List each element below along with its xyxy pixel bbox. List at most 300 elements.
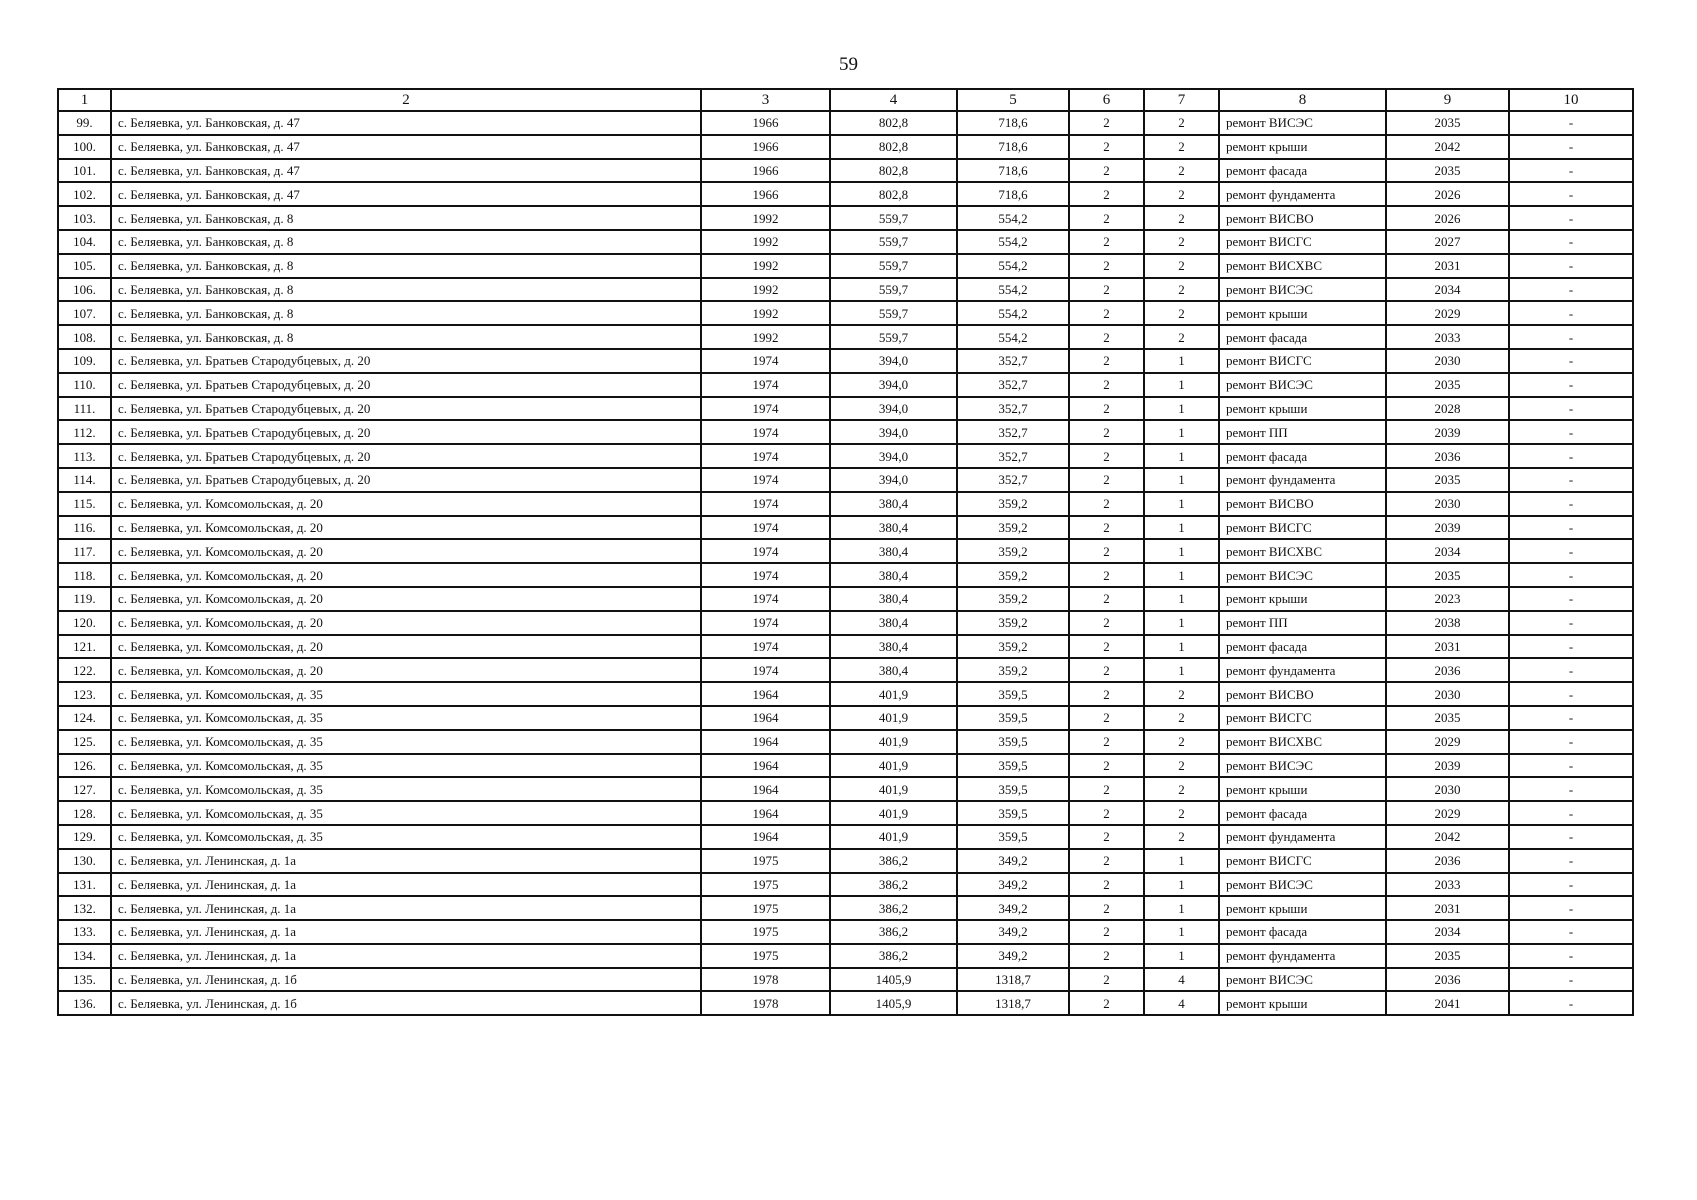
planned-year-cell: 2029 — [1386, 301, 1509, 325]
year-built-cell: 1975 — [701, 944, 830, 968]
row-number-cell: 136. — [58, 991, 111, 1015]
address-cell: с. Беляевка, ул. Банковская, д. 47 — [111, 135, 701, 159]
address-cell: с. Беляевка, ул. Ленинская, д. 1б — [111, 991, 701, 1015]
total-area-cell: 394,0 — [830, 397, 957, 421]
row-number-cell: 99. — [58, 111, 111, 135]
planned-year-cell: 2028 — [1386, 397, 1509, 421]
table-row — [58, 849, 1633, 873]
address-cell: с. Беляевка, ул. Комсомольская, д. 35 — [111, 730, 701, 754]
address-cell: с. Беляевка, ул. Ленинская, д. 1б — [111, 968, 701, 992]
floors-cell: 2 — [1069, 801, 1144, 825]
row-number-cell: 101. — [58, 159, 111, 183]
entrances-cell: 1 — [1144, 896, 1219, 920]
row-number-cell: 111. — [58, 397, 111, 421]
repair-type-cell: ремонт фасада — [1219, 920, 1386, 944]
living-area-cell: 718,6 — [957, 182, 1069, 206]
living-area-cell: 554,2 — [957, 230, 1069, 254]
repair-type-cell: ремонт фасада — [1219, 635, 1386, 659]
note-cell: - — [1509, 254, 1633, 278]
year-built-cell: 1975 — [701, 920, 830, 944]
row-number-cell: 132. — [58, 896, 111, 920]
repair-type-cell: ремонт ВИСЭС — [1219, 278, 1386, 302]
column-header: 2 — [111, 89, 701, 111]
living-area-cell: 359,5 — [957, 730, 1069, 754]
address-cell: с. Беляевка, ул. Комсомольская, д. 20 — [111, 492, 701, 516]
total-area-cell: 401,9 — [830, 825, 957, 849]
table-row — [58, 135, 1633, 159]
entrances-cell: 2 — [1144, 754, 1219, 778]
entrances-cell: 1 — [1144, 397, 1219, 421]
table-row — [58, 254, 1633, 278]
year-built-cell: 1992 — [701, 278, 830, 302]
total-area-cell: 380,4 — [830, 516, 957, 540]
planned-year-cell: 2042 — [1386, 825, 1509, 849]
year-built-cell: 1966 — [701, 182, 830, 206]
year-built-cell: 1978 — [701, 968, 830, 992]
row-number-cell: 117. — [58, 539, 111, 563]
table-row — [58, 492, 1633, 516]
row-number-cell: 134. — [58, 944, 111, 968]
year-built-cell: 1992 — [701, 254, 830, 278]
column-header: 4 — [830, 89, 957, 111]
address-cell: с. Беляевка, ул. Комсомольская, д. 20 — [111, 539, 701, 563]
address-cell: с. Беляевка, ул. Банковская, д. 47 — [111, 182, 701, 206]
year-built-cell: 1964 — [701, 754, 830, 778]
entrances-cell: 1 — [1144, 635, 1219, 659]
floors-cell: 2 — [1069, 754, 1144, 778]
header-row — [58, 89, 1633, 111]
table-row — [58, 349, 1633, 373]
planned-year-cell: 2031 — [1386, 254, 1509, 278]
table-row — [58, 230, 1633, 254]
total-area-cell: 386,2 — [830, 944, 957, 968]
total-area-cell: 802,8 — [830, 135, 957, 159]
entrances-cell: 1 — [1144, 444, 1219, 468]
planned-year-cell: 2034 — [1386, 920, 1509, 944]
total-area-cell: 559,7 — [830, 230, 957, 254]
address-cell: с. Беляевка, ул. Ленинская, д. 1а — [111, 849, 701, 873]
planned-year-cell: 2026 — [1386, 182, 1509, 206]
table-row — [58, 182, 1633, 206]
entrances-cell: 4 — [1144, 991, 1219, 1015]
total-area-cell: 386,2 — [830, 873, 957, 897]
address-cell: с. Беляевка, ул. Комсомольская, д. 20 — [111, 611, 701, 635]
row-number-cell: 122. — [58, 658, 111, 682]
year-built-cell: 1964 — [701, 730, 830, 754]
planned-year-cell: 2036 — [1386, 849, 1509, 873]
column-header: 6 — [1069, 89, 1144, 111]
note-cell: - — [1509, 111, 1633, 135]
address-cell: с. Беляевка, ул. Братьев Стародубцевых, д. 20 — [111, 444, 701, 468]
repair-type-cell: ремонт ВИСХВС — [1219, 730, 1386, 754]
floors-cell: 2 — [1069, 420, 1144, 444]
total-area-cell: 401,9 — [830, 706, 957, 730]
table-row — [58, 397, 1633, 421]
year-built-cell: 1975 — [701, 896, 830, 920]
address-cell: с. Беляевка, ул. Комсомольская, д. 35 — [111, 754, 701, 778]
repair-type-cell: ремонт крыши — [1219, 587, 1386, 611]
living-area-cell: 1318,7 — [957, 968, 1069, 992]
total-area-cell: 380,4 — [830, 492, 957, 516]
address-cell: с. Беляевка, ул. Банковская, д. 8 — [111, 301, 701, 325]
living-area-cell: 359,2 — [957, 492, 1069, 516]
planned-year-cell: 2033 — [1386, 325, 1509, 349]
table-row — [58, 325, 1633, 349]
planned-year-cell: 2029 — [1386, 730, 1509, 754]
entrances-cell: 2 — [1144, 206, 1219, 230]
total-area-cell: 1405,9 — [830, 991, 957, 1015]
floors-cell: 2 — [1069, 135, 1144, 159]
total-area-cell: 394,0 — [830, 444, 957, 468]
address-cell: с. Беляевка, ул. Банковская, д. 8 — [111, 254, 701, 278]
table-row — [58, 373, 1633, 397]
floors-cell: 2 — [1069, 587, 1144, 611]
entrances-cell: 1 — [1144, 492, 1219, 516]
planned-year-cell: 2041 — [1386, 991, 1509, 1015]
address-cell: с. Беляевка, ул. Банковская, д. 8 — [111, 206, 701, 230]
repair-type-cell: ремонт крыши — [1219, 896, 1386, 920]
repair-type-cell: ремонт ПП — [1219, 420, 1386, 444]
floors-cell: 2 — [1069, 682, 1144, 706]
address-cell: с. Беляевка, ул. Комсомольская, д. 20 — [111, 563, 701, 587]
entrances-cell: 1 — [1144, 516, 1219, 540]
planned-year-cell: 2035 — [1386, 373, 1509, 397]
table-row — [58, 873, 1633, 897]
entrances-cell: 1 — [1144, 920, 1219, 944]
row-number-cell: 129. — [58, 825, 111, 849]
living-area-cell: 554,2 — [957, 206, 1069, 230]
address-cell: с. Беляевка, ул. Братьев Стародубцевых, д. 20 — [111, 349, 701, 373]
table-row — [58, 420, 1633, 444]
planned-year-cell: 2042 — [1386, 135, 1509, 159]
year-built-cell: 1966 — [701, 135, 830, 159]
year-built-cell: 1974 — [701, 397, 830, 421]
entrances-cell: 1 — [1144, 420, 1219, 444]
note-cell: - — [1509, 801, 1633, 825]
note-cell: - — [1509, 349, 1633, 373]
row-number-cell: 100. — [58, 135, 111, 159]
row-number-cell: 102. — [58, 182, 111, 206]
table-row — [58, 944, 1633, 968]
living-area-cell: 352,7 — [957, 420, 1069, 444]
total-area-cell: 401,9 — [830, 754, 957, 778]
total-area-cell: 559,7 — [830, 254, 957, 278]
note-cell: - — [1509, 444, 1633, 468]
note-cell: - — [1509, 777, 1633, 801]
total-area-cell: 386,2 — [830, 920, 957, 944]
repair-type-cell: ремонт ВИСВО — [1219, 206, 1386, 230]
entrances-cell: 1 — [1144, 349, 1219, 373]
planned-year-cell: 2029 — [1386, 801, 1509, 825]
living-area-cell: 718,6 — [957, 159, 1069, 183]
repair-type-cell: ремонт ВИСВО — [1219, 492, 1386, 516]
living-area-cell: 359,5 — [957, 754, 1069, 778]
floors-cell: 2 — [1069, 349, 1144, 373]
entrances-cell: 2 — [1144, 730, 1219, 754]
note-cell: - — [1509, 944, 1633, 968]
floors-cell: 2 — [1069, 896, 1144, 920]
column-header: 8 — [1219, 89, 1386, 111]
total-area-cell: 401,9 — [830, 777, 957, 801]
floors-cell: 2 — [1069, 658, 1144, 682]
living-area-cell: 554,2 — [957, 301, 1069, 325]
year-built-cell: 1964 — [701, 706, 830, 730]
repair-type-cell: ремонт ВИСЭС — [1219, 754, 1386, 778]
note-cell: - — [1509, 468, 1633, 492]
table-row — [58, 539, 1633, 563]
row-number-cell: 104. — [58, 230, 111, 254]
living-area-cell: 359,5 — [957, 801, 1069, 825]
entrances-cell: 1 — [1144, 539, 1219, 563]
year-built-cell: 1974 — [701, 635, 830, 659]
total-area-cell: 380,4 — [830, 539, 957, 563]
table-row — [58, 920, 1633, 944]
row-number-cell: 123. — [58, 682, 111, 706]
column-header: 3 — [701, 89, 830, 111]
floors-cell: 2 — [1069, 968, 1144, 992]
page-number: 59 — [839, 54, 858, 75]
floors-cell: 2 — [1069, 563, 1144, 587]
repair-type-cell: ремонт крыши — [1219, 397, 1386, 421]
address-cell: с. Беляевка, ул. Банковская, д. 8 — [111, 278, 701, 302]
note-cell: - — [1509, 278, 1633, 302]
planned-year-cell: 2031 — [1386, 896, 1509, 920]
year-built-cell: 1974 — [701, 349, 830, 373]
year-built-cell: 1975 — [701, 849, 830, 873]
floors-cell: 2 — [1069, 182, 1144, 206]
planned-year-cell: 2034 — [1386, 539, 1509, 563]
address-cell: с. Беляевка, ул. Комсомольская, д. 35 — [111, 777, 701, 801]
row-number-cell: 131. — [58, 873, 111, 897]
address-cell: с. Беляевка, ул. Комсомольская, д. 35 — [111, 706, 701, 730]
year-built-cell: 1992 — [701, 301, 830, 325]
floors-cell: 2 — [1069, 444, 1144, 468]
table-row — [58, 635, 1633, 659]
year-built-cell: 1974 — [701, 658, 830, 682]
address-cell: с. Беляевка, ул. Ленинская, д. 1а — [111, 944, 701, 968]
total-area-cell: 380,4 — [830, 563, 957, 587]
year-built-cell: 1974 — [701, 492, 830, 516]
planned-year-cell: 2036 — [1386, 968, 1509, 992]
address-cell: с. Беляевка, ул. Банковская, д. 47 — [111, 159, 701, 183]
column-header: 1 — [58, 89, 111, 111]
floors-cell: 2 — [1069, 849, 1144, 873]
total-area-cell: 394,0 — [830, 349, 957, 373]
total-area-cell: 394,0 — [830, 373, 957, 397]
year-built-cell: 1974 — [701, 611, 830, 635]
repair-type-cell: ремонт фундамента — [1219, 468, 1386, 492]
planned-year-cell: 2038 — [1386, 611, 1509, 635]
planned-year-cell: 2023 — [1386, 587, 1509, 611]
planned-year-cell: 2039 — [1386, 420, 1509, 444]
note-cell: - — [1509, 539, 1633, 563]
total-area-cell: 559,7 — [830, 278, 957, 302]
repair-schedule-table — [57, 88, 1634, 1016]
entrances-cell: 2 — [1144, 682, 1219, 706]
entrances-cell: 1 — [1144, 468, 1219, 492]
row-number-cell: 112. — [58, 420, 111, 444]
planned-year-cell: 2035 — [1386, 468, 1509, 492]
entrances-cell: 1 — [1144, 373, 1219, 397]
entrances-cell: 2 — [1144, 278, 1219, 302]
total-area-cell: 802,8 — [830, 182, 957, 206]
repair-type-cell: ремонт фундамента — [1219, 825, 1386, 849]
floors-cell: 2 — [1069, 944, 1144, 968]
repair-type-cell: ремонт фасада — [1219, 444, 1386, 468]
living-area-cell: 359,2 — [957, 539, 1069, 563]
entrances-cell: 2 — [1144, 111, 1219, 135]
note-cell: - — [1509, 682, 1633, 706]
floors-cell: 2 — [1069, 706, 1144, 730]
year-built-cell: 1978 — [701, 991, 830, 1015]
row-number-cell: 108. — [58, 325, 111, 349]
living-area-cell: 359,2 — [957, 635, 1069, 659]
planned-year-cell: 2030 — [1386, 682, 1509, 706]
address-cell: с. Беляевка, ул. Братьев Стародубцевых, д. 20 — [111, 420, 701, 444]
repair-type-cell: ремонт ВИСЭС — [1219, 563, 1386, 587]
address-cell: с. Беляевка, ул. Ленинская, д. 1а — [111, 896, 701, 920]
repair-type-cell: ремонт фундамента — [1219, 944, 1386, 968]
living-area-cell: 349,2 — [957, 849, 1069, 873]
address-cell: с. Беляевка, ул. Комсомольская, д. 20 — [111, 635, 701, 659]
entrances-cell: 2 — [1144, 801, 1219, 825]
living-area-cell: 352,7 — [957, 397, 1069, 421]
column-header: 5 — [957, 89, 1069, 111]
table-row — [58, 206, 1633, 230]
floors-cell: 2 — [1069, 468, 1144, 492]
floors-cell: 2 — [1069, 111, 1144, 135]
column-header: 10 — [1509, 89, 1633, 111]
floors-cell: 2 — [1069, 373, 1144, 397]
floors-cell: 2 — [1069, 492, 1144, 516]
floors-cell: 2 — [1069, 278, 1144, 302]
floors-cell: 2 — [1069, 397, 1144, 421]
floors-cell: 2 — [1069, 825, 1144, 849]
row-number-cell: 121. — [58, 635, 111, 659]
repair-type-cell: ремонт ВИСХВС — [1219, 539, 1386, 563]
table-row — [58, 754, 1633, 778]
planned-year-cell: 2039 — [1386, 516, 1509, 540]
row-number-cell: 119. — [58, 587, 111, 611]
year-built-cell: 1992 — [701, 230, 830, 254]
total-area-cell: 386,2 — [830, 896, 957, 920]
living-area-cell: 352,7 — [957, 444, 1069, 468]
address-cell: с. Беляевка, ул. Комсомольская, д. 35 — [111, 801, 701, 825]
entrances-cell: 2 — [1144, 135, 1219, 159]
living-area-cell: 359,5 — [957, 706, 1069, 730]
year-built-cell: 1974 — [701, 563, 830, 587]
entrances-cell: 4 — [1144, 968, 1219, 992]
address-cell: с. Беляевка, ул. Комсомольская, д. 20 — [111, 587, 701, 611]
entrances-cell: 1 — [1144, 873, 1219, 897]
row-number-cell: 120. — [58, 611, 111, 635]
address-cell: с. Беляевка, ул. Ленинская, д. 1а — [111, 873, 701, 897]
living-area-cell: 359,2 — [957, 611, 1069, 635]
note-cell: - — [1509, 991, 1633, 1015]
planned-year-cell: 2035 — [1386, 111, 1509, 135]
total-area-cell: 401,9 — [830, 801, 957, 825]
repair-type-cell: ремонт крыши — [1219, 135, 1386, 159]
living-area-cell: 352,7 — [957, 468, 1069, 492]
address-cell: с. Беляевка, ул. Комсомольская, д. 35 — [111, 682, 701, 706]
note-cell: - — [1509, 920, 1633, 944]
total-area-cell: 802,8 — [830, 159, 957, 183]
row-number-cell: 127. — [58, 777, 111, 801]
living-area-cell: 359,2 — [957, 658, 1069, 682]
note-cell: - — [1509, 896, 1633, 920]
repair-type-cell: ремонт ВИСГС — [1219, 849, 1386, 873]
repair-type-cell: ремонт ВИСЭС — [1219, 111, 1386, 135]
entrances-cell: 2 — [1144, 777, 1219, 801]
repair-type-cell: ремонт фундамента — [1219, 658, 1386, 682]
entrances-cell: 1 — [1144, 944, 1219, 968]
total-area-cell: 380,4 — [830, 658, 957, 682]
table-row — [58, 801, 1633, 825]
table-row — [58, 682, 1633, 706]
address-cell: с. Беляевка, ул. Ленинская, д. 1а — [111, 920, 701, 944]
note-cell: - — [1509, 587, 1633, 611]
year-built-cell: 1992 — [701, 206, 830, 230]
table-row — [58, 825, 1633, 849]
table-row — [58, 611, 1633, 635]
living-area-cell: 554,2 — [957, 278, 1069, 302]
floors-cell: 2 — [1069, 516, 1144, 540]
floors-cell: 2 — [1069, 777, 1144, 801]
planned-year-cell: 2034 — [1386, 278, 1509, 302]
address-cell: с. Беляевка, ул. Комсомольская, д. 35 — [111, 825, 701, 849]
year-built-cell: 1964 — [701, 777, 830, 801]
total-area-cell: 394,0 — [830, 420, 957, 444]
year-built-cell: 1974 — [701, 373, 830, 397]
total-area-cell: 380,4 — [830, 635, 957, 659]
living-area-cell: 359,2 — [957, 516, 1069, 540]
table-row — [58, 111, 1633, 135]
note-cell: - — [1509, 206, 1633, 230]
repair-type-cell: ремонт фасада — [1219, 801, 1386, 825]
floors-cell: 2 — [1069, 539, 1144, 563]
year-built-cell: 1974 — [701, 587, 830, 611]
planned-year-cell: 2035 — [1386, 944, 1509, 968]
planned-year-cell: 2036 — [1386, 444, 1509, 468]
planned-year-cell: 2030 — [1386, 492, 1509, 516]
repair-type-cell: ремонт ВИСГС — [1219, 706, 1386, 730]
planned-year-cell: 2033 — [1386, 873, 1509, 897]
note-cell: - — [1509, 492, 1633, 516]
table-row — [58, 658, 1633, 682]
living-area-cell: 718,6 — [957, 135, 1069, 159]
table-body — [58, 111, 1633, 1015]
entrances-cell: 2 — [1144, 254, 1219, 278]
table-row — [58, 516, 1633, 540]
year-built-cell: 1974 — [701, 516, 830, 540]
note-cell: - — [1509, 754, 1633, 778]
planned-year-cell: 2026 — [1386, 206, 1509, 230]
note-cell: - — [1509, 635, 1633, 659]
note-cell: - — [1509, 397, 1633, 421]
repair-type-cell: ремонт фасада — [1219, 159, 1386, 183]
note-cell: - — [1509, 135, 1633, 159]
total-area-cell: 802,8 — [830, 111, 957, 135]
repair-type-cell: ремонт ВИСЭС — [1219, 968, 1386, 992]
row-number-cell: 114. — [58, 468, 111, 492]
year-built-cell: 1974 — [701, 539, 830, 563]
repair-type-cell: ремонт крыши — [1219, 777, 1386, 801]
entrances-cell: 1 — [1144, 658, 1219, 682]
address-cell: с. Беляевка, ул. Комсомольская, д. 20 — [111, 516, 701, 540]
note-cell: - — [1509, 182, 1633, 206]
planned-year-cell: 2031 — [1386, 635, 1509, 659]
note-cell: - — [1509, 706, 1633, 730]
